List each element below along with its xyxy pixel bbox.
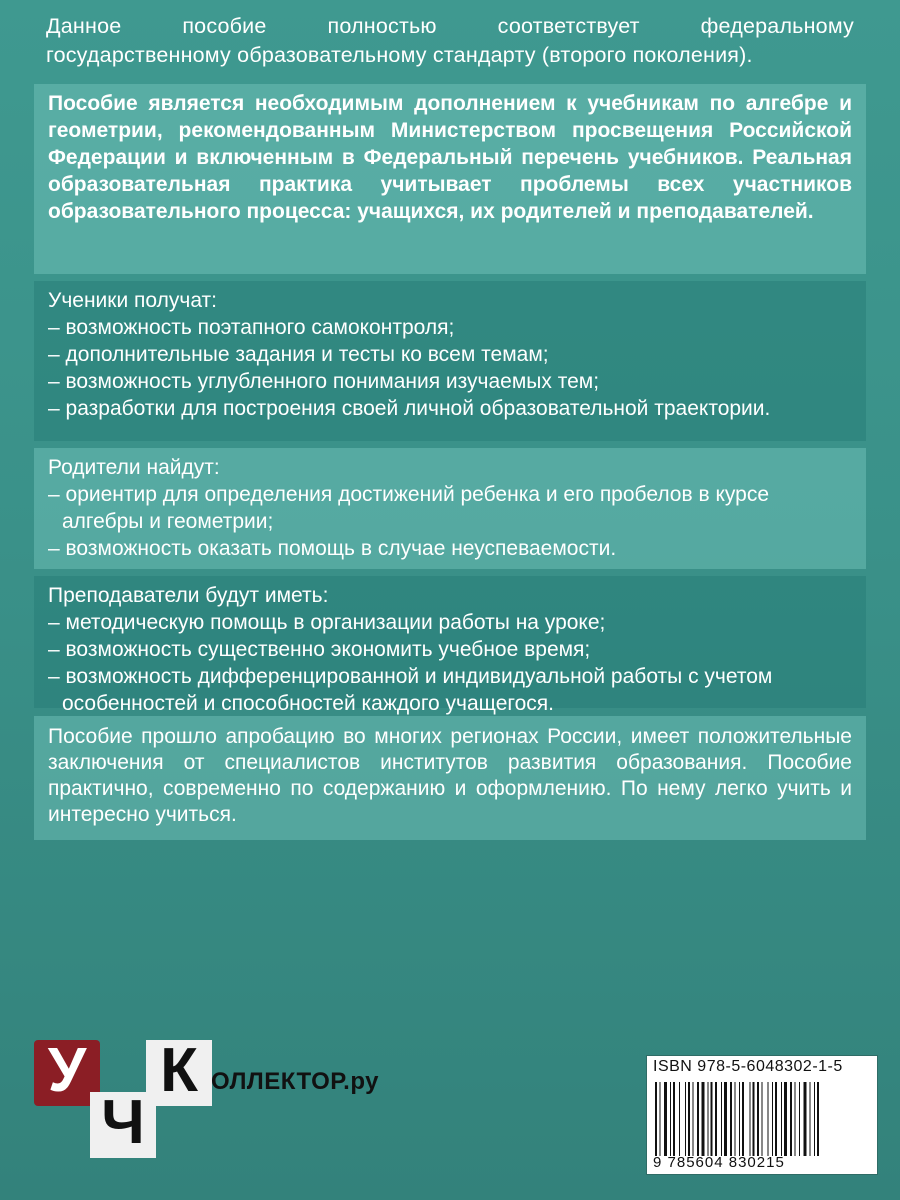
list-item: – возможность оказать помощь в случае неуспеваемости.	[48, 537, 617, 560]
list-item: – возможность поэтапного самоконтроля;	[48, 316, 455, 339]
barcode-bar	[768, 1082, 769, 1156]
barcode-bar	[655, 1082, 657, 1156]
barcode-bar	[711, 1082, 713, 1156]
logo-letter-k: К	[146, 1040, 212, 1106]
isbn-barcode-box	[646, 1055, 878, 1175]
barcode-icon	[653, 1082, 871, 1156]
students-section	[34, 281, 866, 441]
barcode-bar	[790, 1082, 792, 1156]
barcode-bar	[735, 1082, 736, 1156]
intro-line-2: государственному образовательному стандарту (второго поколения).	[46, 43, 753, 67]
list-item: – ориентир для определения достижений ребенка и его пробелов в курсе алгебры и геометрии;	[48, 483, 770, 533]
publisher-logo	[34, 1036, 414, 1170]
barcode-bar	[753, 1082, 755, 1156]
intro-text	[34, 6, 866, 76]
barcode-bar	[750, 1082, 751, 1156]
barcode-bar	[781, 1082, 782, 1156]
barcode-bar	[670, 1082, 671, 1156]
barcode-bar	[810, 1082, 811, 1156]
barcode-digits: 9 785604 830215	[653, 1154, 785, 1171]
lead-paragraph: Пособие является необходимым дополнением к учебникам по алгебре и геометрии, рекомендованным Министерством просвещения Российской Федерации и включенным в Федеральный перечень учебников. Реальная образовательная практика учитывает проблемы всех участников образовательного процесса: учащихся, их родителей и преподавателей.	[34, 84, 866, 274]
barcode-bar	[784, 1082, 787, 1156]
barcode-bar	[724, 1082, 727, 1156]
barcode-bar	[742, 1082, 744, 1156]
list-item: – разработки для построения своей личной образовательной траектории.	[48, 397, 771, 420]
barcode-bar	[772, 1082, 773, 1156]
teachers-section	[34, 576, 866, 715]
barcode-bar	[685, 1082, 686, 1156]
barcode-bar	[739, 1082, 740, 1156]
list-item: – методическую помощь в организации работы на уроке;	[48, 611, 606, 634]
list-item: – дополнительные задания и тесты ко всем темам;	[48, 343, 549, 366]
parents-heading: Родители найдут:	[48, 456, 220, 479]
barcode-bar	[664, 1082, 667, 1156]
list-item: – возможность углубленного понимания изучаемых тем;	[48, 370, 600, 393]
barcode-bar	[775, 1082, 777, 1156]
logo-letter-ch: Ч	[90, 1092, 156, 1158]
barcode-bar	[715, 1082, 717, 1156]
barcode-bar	[721, 1082, 722, 1156]
barcode-bar	[660, 1082, 661, 1156]
teachers-heading: Преподаватели будут иметь:	[48, 584, 329, 607]
barcode-bar	[795, 1082, 796, 1156]
barcode-bar	[708, 1082, 709, 1156]
barcode-bar	[799, 1082, 800, 1156]
logo-wordmark: ОЛЛЕКТОР.ру	[211, 1068, 380, 1095]
barcode-bar	[702, 1082, 705, 1156]
barcode-bar	[804, 1082, 807, 1156]
barcode-bar	[679, 1082, 680, 1156]
barcode-bar	[817, 1082, 819, 1156]
barcode-bar	[693, 1082, 694, 1156]
closing-paragraph: Пособие прошло апробацию во многих регионах России, имеет положительные заключения от специалистов институтов развития образования. Пособие практично, современно по содержанию и оформлению. По нему легко учить и интересно учиться.	[34, 716, 866, 840]
barcode-bar	[814, 1082, 815, 1156]
barcode-bar	[762, 1082, 763, 1156]
list-item: – возможность дифференцированной и индивидуальной работы с учетом особенностей и способностей каждого учащегося.	[48, 665, 773, 715]
barcode-bar	[697, 1082, 699, 1156]
students-heading: Ученики получат:	[48, 289, 217, 312]
barcode-bar	[673, 1082, 675, 1156]
isbn-label: ISBN 978-5-6048302-1-5	[653, 1058, 843, 1075]
barcode-bar	[757, 1082, 759, 1156]
logo-letter-y: У	[34, 1040, 100, 1106]
intro-line-1: Данное пособие полностью соответствует федеральному	[46, 14, 854, 38]
parents-section	[34, 448, 866, 569]
list-item: – возможность существенно экономить учебное время;	[48, 638, 591, 661]
barcode-bar	[688, 1082, 690, 1156]
barcode-bar	[730, 1082, 732, 1156]
